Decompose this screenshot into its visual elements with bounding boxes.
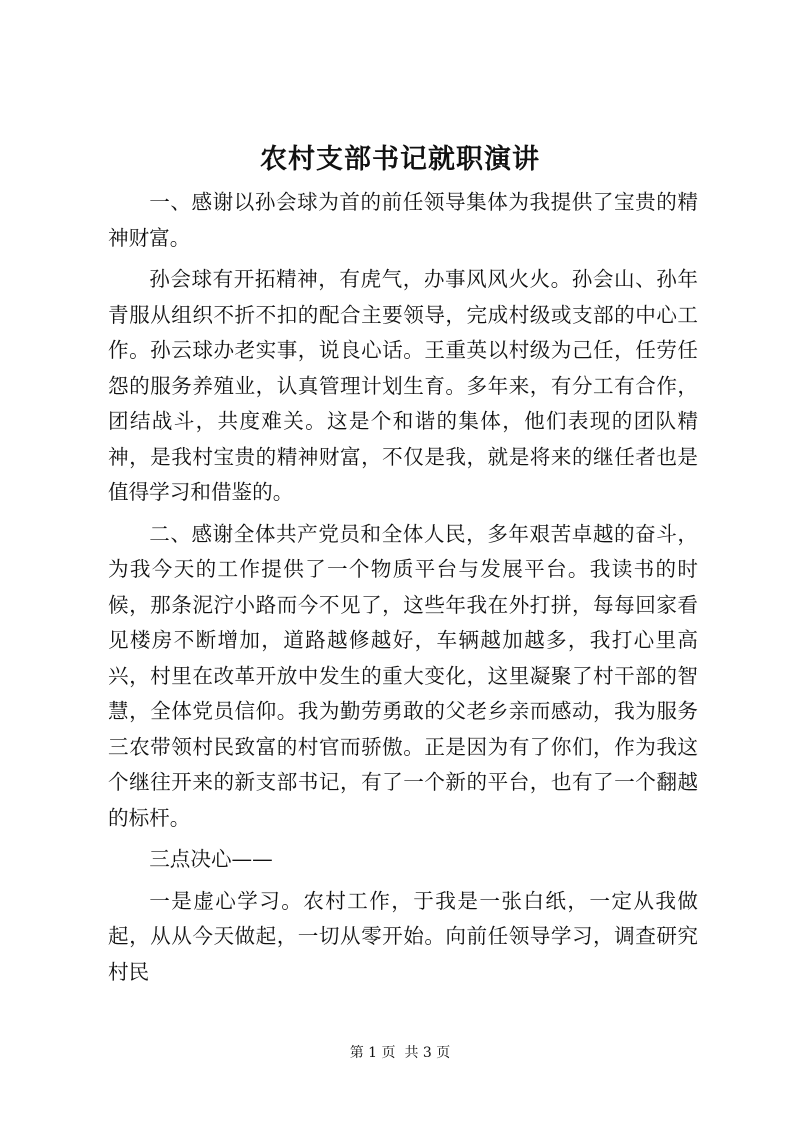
document-body bbox=[108, 185, 698, 996]
page-footer bbox=[0, 1043, 800, 1063]
paragraph-thanks-party-members: 二、感谢全体共产党员和全体人民，多年艰苦卓越的奋斗，为我今天的工作提供了一个物质平台与发展平台。我读书的时候，那条泥泞小路而今不见了，这些年我在外打拼，每每回家看见楼房不断增加，道路越修越好，车辆越加越多，我打心里高兴，村里在改革开放中发生的重大变化，这里凝聚了村干部的智慧，全体党员信仰。我为勤劳勇敢的父老乡亲而感动，我为服务三农带领村民致富的村官而骄傲。正是因为有了你们，作为我这个继往开来的新支部书记，有了一个新的平台，也有了一个翻越的标杆。 bbox=[108, 521, 698, 830]
document-title: 农村支部书记就职演讲 bbox=[260, 144, 540, 175]
page-number-label: 第 1 页 共 3 页 bbox=[349, 1045, 451, 1061]
paragraph-team-description: 孙会球有开拓精神，有虎气，办事风风火火。孙会山、孙年青服从组织不折不扣的配合主要领导，完成村级或支部的中心工作。孙云球办老实事，说良心话。王重英以村级为己任，任劳任怨的服务养殖业，认真管理计划生育。多年来，有分工有合作，团结战斗，共度难关。这是个和谐的集体，他们表现的团队精神，是我村宝贵的精神财富，不仅是我，就是将来的继任者也是值得学习和借鉴的。 bbox=[108, 267, 698, 504]
paragraph-humble-learning: 一是虚心学习。农村工作，于我是一张白纸，一定从我做起，从从今天做起，一切从零开始。向前任领导学习，调查研究村民 bbox=[108, 888, 698, 984]
paragraph-three-resolutions: 三点决心—— bbox=[149, 847, 273, 871]
paragraph-thanks-predecessors: 一、感谢以孙会球为首的前任领导集体为我提供了宝贵的精神财富。 bbox=[108, 190, 698, 250]
